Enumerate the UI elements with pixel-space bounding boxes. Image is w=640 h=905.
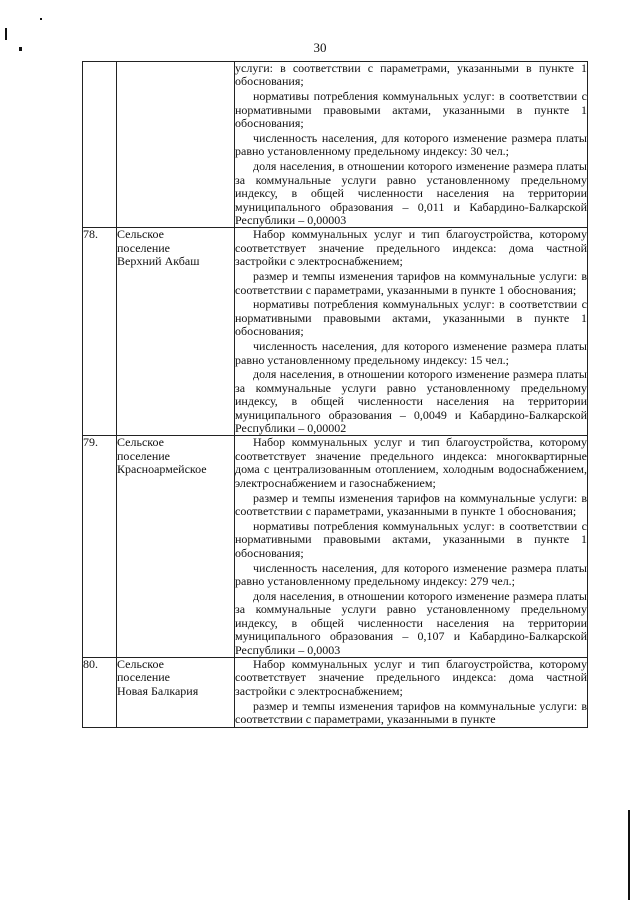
description-paragraph: численность населения, для которого изменение размера платы равно установленному предельному индексу: 30 чел.;	[235, 131, 587, 159]
settlement-name-line: Сельское	[117, 656, 164, 671]
row-description	[235, 62, 588, 228]
row-number: 79.	[83, 436, 117, 658]
settlement-name-line: Новая Балкария	[117, 683, 199, 698]
table-row	[83, 228, 588, 436]
settlement-name-line: Верхний Акбаш	[117, 254, 200, 269]
description-paragraph: нормативы потребления коммунальных услуг: в соответствии с нормативными правовыми актами, указанными в пункте 1 обоснования;	[235, 89, 587, 131]
settlements-table	[82, 61, 588, 728]
description-paragraph: размер и темпы изменения тарифов на коммунальные услуги: в соответствии с параметрами, указанными в пункте	[235, 698, 587, 727]
table-row	[83, 62, 588, 228]
row-description	[235, 657, 588, 727]
table-row	[83, 436, 588, 658]
settlement-name-line: Сельское	[117, 435, 164, 450]
row-number: 80.	[83, 657, 117, 727]
description-paragraph: численность населения, для которого изменение размера платы равно установленному предельному индексу: 279 чел.;	[235, 560, 587, 589]
settlement-name	[117, 228, 235, 436]
scan-mark	[40, 18, 42, 20]
table-row	[83, 657, 588, 727]
settlement-name-line: Сельское	[117, 227, 164, 242]
row-description	[235, 228, 588, 436]
description-paragraph: численность населения, для которого изменение размера платы равно установленному предельному индексу: 15 чел.;	[235, 339, 587, 367]
description-paragraph: Набор коммунальных услуг и тип благоустройства, которому соответствует значение предельного индекса: многоквартирные дома с централизованным отоплением, холодным водоснабжением, электроснабжением и газоснабжением;	[235, 435, 587, 490]
row-description	[235, 436, 588, 658]
row-number: 78.	[83, 228, 117, 436]
settlement-name-line: поселение	[117, 448, 171, 463]
description-paragraph: доля населения, в отношении которого изменение размера платы за коммунальные услуги равно установленному предельному индексу, в общей численности населения на территории муниципального образования – 0,011 и Кабардино-Балкарской Республики – 0,00003	[235, 159, 587, 227]
settlement-name-line: Красноармейское	[117, 462, 207, 477]
row-number	[83, 62, 117, 228]
scan-mark	[628, 810, 630, 900]
settlement-name-line: поселение	[117, 670, 171, 685]
description-paragraph: услуги: в соответствии с параметрами, указанными в пункте 1 обоснования;	[235, 61, 587, 89]
scan-mark	[5, 28, 7, 40]
page-number: 30	[313, 40, 327, 55]
description-paragraph: доля населения, в отношении которого изменение размера платы за коммунальные услуги равно установленному предельному индексу, в общей численности населения на территории муниципального образования – 0,0049 и Кабардино-Балкарской Республики – 0,00002	[235, 367, 587, 436]
settlement-name	[117, 657, 235, 727]
description-paragraph: размер и темпы изменения тарифов на коммунальные услуги: в соответствии с параметрами, указанными в пункте 1 обоснования;	[235, 269, 587, 297]
description-paragraph: Набор коммунальных услуг и тип благоустройства, которому соответствует значение предельного индекса: дома частной застройки с электроснабжением;	[235, 656, 587, 698]
settlement-name	[117, 62, 235, 228]
description-paragraph: нормативы потребления коммунальных услуг: в соответствии с нормативными правовыми актами, указанными в пункте 1 обоснования;	[235, 297, 587, 339]
description-paragraph: нормативы потребления коммунальных услуг: в соответствии с нормативными правовыми актами, указанными в пункте 1 обоснования;	[235, 518, 587, 560]
settlement-name	[117, 436, 235, 658]
description-paragraph: размер и темпы изменения тарифов на коммунальные услуги: в соответствии с параметрами, указанными в пункте 1 обоснования;	[235, 490, 587, 518]
description-paragraph: доля населения, в отношении которого изменение размера платы за коммунальные услуги равно установленному предельному индексу, в общей численности населения на территории муниципального образования – 0,107 и Кабардино-Балкарской Республики – 0,0003	[235, 588, 587, 657]
description-paragraph: Набор коммунальных услуг и тип благоустройства, которому соответствует значение предельного индекса: дома частной застройки с электроснабжением;	[235, 227, 587, 269]
settlement-name-line: поселение	[117, 240, 171, 255]
